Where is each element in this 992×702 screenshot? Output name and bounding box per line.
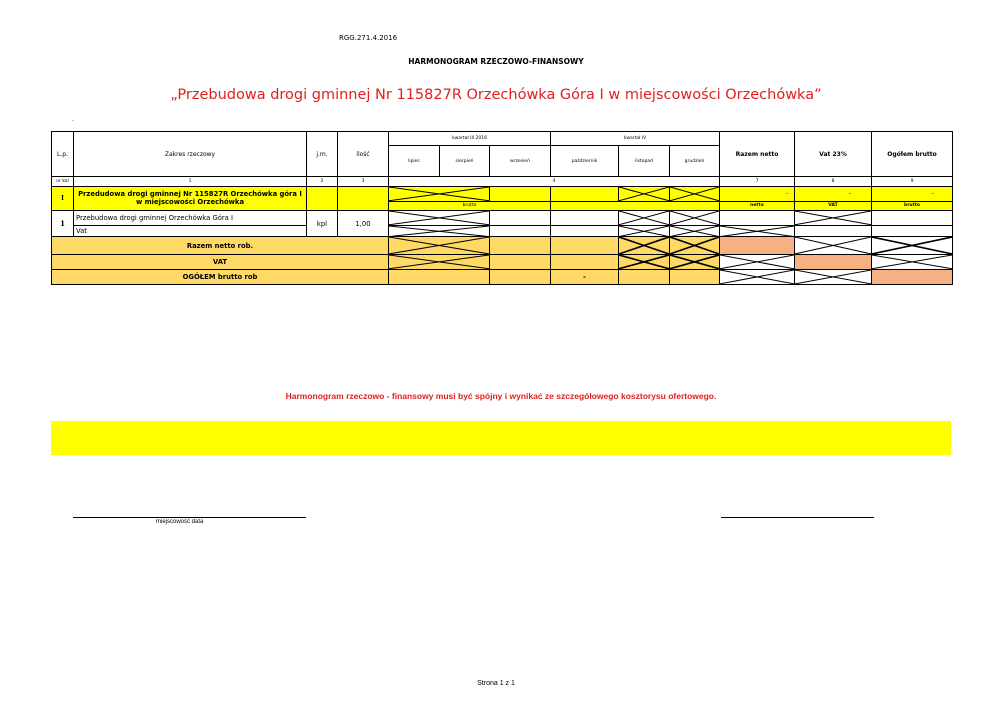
crossed-cell: [389, 186, 490, 201]
crossed-cell: [720, 255, 795, 270]
total-month-cell: [490, 270, 551, 285]
item-vat-cell: [795, 225, 872, 237]
header-quarter-4: kwartał IV: [551, 132, 720, 146]
col-number: 7: [720, 177, 795, 186]
total-gross-label: OGÓŁEM brutto rob: [52, 270, 389, 285]
crossed-cell: [670, 237, 720, 255]
header-month: wrzesień: [490, 145, 551, 177]
crossed-cell: [670, 255, 720, 270]
item-net-cell: [720, 211, 795, 226]
total-month-cell: [490, 255, 551, 270]
col-number: 1: [74, 177, 307, 186]
section-lp: I: [52, 186, 74, 210]
item-vat-label: Vat: [74, 225, 307, 237]
total-vat-value-cell: [795, 255, 872, 270]
item-unit: kpl: [307, 211, 338, 237]
header-gross: Ogółem brutto: [872, 132, 953, 177]
total-vat-label: VAT: [52, 255, 389, 270]
item-gross-cell: [872, 211, 953, 226]
crossed-cell: [619, 225, 670, 237]
section-vat-value: -: [795, 186, 872, 201]
header-month: lipiec: [389, 145, 440, 177]
document-title: HARMONOGRAM RZECZOWO-FINANSOWY: [408, 57, 584, 66]
header-month: październik: [551, 145, 619, 177]
consistency-note: Harmonogram rzeczowo - finansowy musi być spójny i wynikać ze szczegółowego kosztorysu ofertowego.: [285, 391, 717, 401]
section-qty-cell: [338, 186, 389, 210]
total-month-cell: [490, 237, 551, 255]
crossed-cell: [795, 237, 872, 255]
signature-label-place-date: miejscowość data: [156, 519, 204, 525]
crossed-cell: [389, 211, 490, 226]
crossed-cell: [670, 186, 720, 201]
crossed-cell: [795, 270, 872, 285]
item-qty: 1,00: [338, 211, 389, 237]
crossed-cell: [720, 225, 795, 237]
item-lp: 1: [52, 211, 74, 237]
section-month-cell: [490, 186, 551, 201]
col-number: 3: [338, 177, 389, 186]
item-month-cell: [490, 225, 551, 237]
header-month: sierpień: [440, 145, 490, 177]
highlight-band: [51, 421, 951, 455]
section-unit-cell: [307, 186, 338, 210]
crossed-cell: [670, 225, 720, 237]
crossed-cell: [389, 225, 490, 237]
page-number: Strona 1 z 1: [477, 680, 515, 687]
header-month: listopad: [619, 145, 670, 177]
col-number: 2: [307, 177, 338, 186]
stray-dot: .: [72, 116, 74, 123]
total-month-cell: [551, 255, 619, 270]
crossed-cell: [720, 270, 795, 285]
section-gross-label: brutto: [872, 201, 953, 210]
section-vat-label: VAT: [795, 201, 872, 210]
item-month-cell: [551, 225, 619, 237]
section-brutto-label: brutto: [389, 201, 551, 210]
total-month-cell: [551, 237, 619, 255]
crossed-cell: [670, 211, 720, 226]
section-month-cell: [551, 186, 619, 201]
header-lp: L.p.: [52, 132, 74, 177]
section-title: Przedudowa drogi gminnej Nr 115827R Orzechówka góra I w miejscowości Orzechówka: [74, 186, 307, 210]
col-number: 4: [389, 177, 720, 186]
total-month-cell: [619, 270, 670, 285]
total-q3-cell: [389, 270, 490, 285]
item-gross-cell: [872, 225, 953, 237]
item-scope: Przebudowa drogi gminnej Orzechówka Góra I: [74, 211, 307, 226]
total-gross-value-cell: [872, 270, 953, 285]
col-number: 9: [872, 177, 953, 186]
item-month-cell: [551, 211, 619, 226]
crossed-cell: [619, 211, 670, 226]
schedule-table: [51, 131, 953, 285]
section-net-label: netto: [720, 201, 795, 210]
header-month: grudzień: [670, 145, 720, 177]
item-month-cell: [490, 211, 551, 226]
crossed-cell: [795, 211, 872, 226]
header-quarter-3: kwartał III 2016: [389, 132, 551, 146]
header-vat: Vat 23%: [795, 132, 872, 177]
total-month-cell: [670, 270, 720, 285]
reference-number: RGG.271.4.2016: [339, 34, 398, 42]
header-scope: Zakres rzeczowy: [74, 132, 307, 177]
crossed-cell: [619, 237, 670, 255]
total-net-value-cell: [720, 237, 795, 255]
section-q4-brutto-cell: [551, 201, 720, 210]
col-number-label: nr kol: [52, 177, 74, 186]
header-qty: ilość: [338, 132, 389, 177]
crossed-cell: [389, 255, 490, 270]
section-gross-value: -: [872, 186, 953, 201]
crossed-cell: [389, 237, 490, 255]
total-gross-dash: -: [551, 270, 619, 285]
crossed-cell: [872, 237, 953, 255]
header-net: Razem netto: [720, 132, 795, 177]
crossed-cell: [619, 186, 670, 201]
crossed-cell: [619, 255, 670, 270]
section-net-value: -: [720, 186, 795, 201]
total-net-label: Razem netto rob.: [52, 237, 389, 255]
crossed-cell: [872, 255, 953, 270]
project-title: „Przebudowa drogi gminnej Nr 115827R Orzechówka Góra I w miejscowości Orzechówka”: [170, 87, 822, 103]
header-unit: j.m.: [307, 132, 338, 177]
col-number: 8: [795, 177, 872, 186]
signature-line-signature: [721, 517, 874, 518]
signature-line-place-date: [73, 517, 306, 518]
